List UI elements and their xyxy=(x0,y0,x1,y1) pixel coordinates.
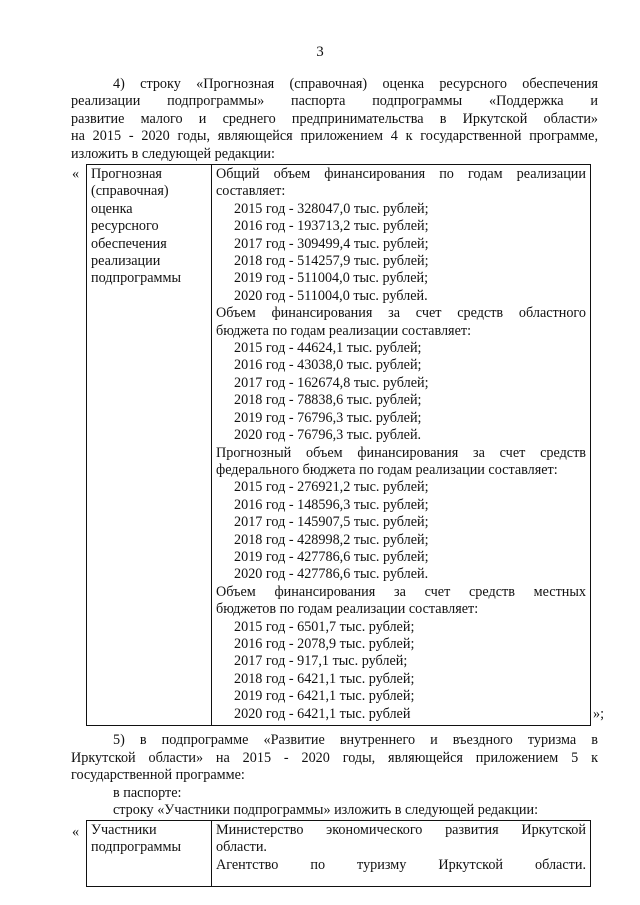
resource-value-line-17: Прогнозный объем финансирования за счет средств xyxy=(216,444,586,461)
resource-value-line-22: 2018 год - 428998,2 тыс. рублей; xyxy=(234,531,429,548)
resource-value-line-10: бюджета по годам реализации составляет: xyxy=(216,322,472,339)
resource-value-line-32: 2020 год - 6421,1 тыс. рублей xyxy=(234,705,411,722)
resource-value-line-19: 2015 год - 276921,2 тыс. рублей; xyxy=(234,479,429,496)
resource-label-line-1: Прогнозная xyxy=(91,166,162,182)
item4-line-2: реализации подпрограммы» паспорта подпрограммы «Поддержка и xyxy=(71,93,598,109)
resource-value-line-6: 2018 год - 514257,9 тыс. рублей; xyxy=(234,253,429,270)
in-passport-line: в паспорте: xyxy=(113,785,182,801)
participants-label-line-1: Участники xyxy=(91,822,157,838)
resource-value-line-9: Объем финансирования за счет средств областного xyxy=(216,305,586,322)
resource-value-line-25: Объем финансирования за счет средств местных xyxy=(216,583,586,600)
item4-line-1: 4) строку «Прогнозная (справочная) оценка ресурсного обеспечения xyxy=(113,76,598,92)
resource-value-line-4: 2016 год - 193713,2 тыс. рублей; xyxy=(234,218,429,235)
resource-label-line-2: (справочная) xyxy=(91,183,169,200)
item4-line-3: развитие малого и среднего предпринимательства в Иркутской области» xyxy=(71,111,598,127)
resource-value-line-11: 2015 год - 44624,1 тыс. рублей; xyxy=(234,340,422,357)
resource-value-line-8: 2020 год - 511004,0 тыс. рублей. xyxy=(234,287,428,304)
resource-value-line-20: 2016 год - 148596,3 тыс. рублей; xyxy=(234,496,429,513)
resource-value-line-30: 2018 год - 6421,1 тыс. рублей; xyxy=(234,670,415,687)
resource-value-line-26: бюджетов по годам реализации составляет: xyxy=(216,601,479,618)
resource-value-line-13: 2017 год - 162674,8 тыс. рублей; xyxy=(234,374,429,391)
resource-value-line-28: 2016 год - 2078,9 тыс. рублей; xyxy=(234,635,415,652)
resource-value-line-3: 2015 год - 328047,0 тыс. рублей; xyxy=(234,200,429,217)
resource-value-line-5: 2017 год - 309499,4 тыс. рублей; xyxy=(234,235,429,252)
participants-table-label-cell xyxy=(87,821,212,887)
participants-label-line-2: подпрограммы xyxy=(91,839,181,856)
resource-label-line-4: ресурсного xyxy=(91,218,159,235)
resource-value-line-31: 2019 год - 6421,1 тыс. рублей; xyxy=(234,688,415,705)
resource-value-line-16: 2020 год - 76796,3 тыс. рублей. xyxy=(234,427,422,444)
resource-label-line-7: подпрограммы xyxy=(91,270,181,287)
item4-line-5: изложить в следующей редакции: xyxy=(71,146,275,162)
participants-table-value-cell xyxy=(212,821,591,887)
participants-value-line-2: области. xyxy=(216,839,267,856)
table1-open-quote: « xyxy=(72,166,80,182)
resource-table xyxy=(86,164,591,726)
resource-label-line-5: обеспечения xyxy=(91,235,167,252)
participants-value-line-3: Агентство по туризму Иркутской области. xyxy=(216,856,586,873)
item5-line-2: Иркутской области» на 2015 - 2020 годы, являющейся приложением 5 к xyxy=(71,750,598,766)
resource-value-line-24: 2020 год - 427786,6 тыс. рублей. xyxy=(234,566,429,583)
resource-value-line-27: 2015 год - 6501,7 тыс. рублей; xyxy=(234,618,415,635)
resource-value-line-23: 2019 год - 427786,6 тыс. рублей; xyxy=(234,548,429,565)
row-instruction-line: строку «Участники подпрограммы» изложить в следующей редакции: xyxy=(113,802,539,818)
resource-value-line-29: 2017 год - 917,1 тыс. рублей; xyxy=(234,653,408,670)
resource-value-line-21: 2017 год - 145907,5 тыс. рублей; xyxy=(234,514,429,531)
participants-value-line-1: Министерство экономического развития Иркутской xyxy=(216,822,586,838)
resource-value-line-12: 2016 год - 43038,0 тыс. рублей; xyxy=(234,357,422,374)
table1-close-quote: »; xyxy=(593,706,605,722)
resource-label-line-3: оценка xyxy=(91,200,133,217)
table2-open-quote: « xyxy=(72,824,80,840)
resource-value-line-14: 2018 год - 78838,6 тыс. рублей; xyxy=(234,392,422,409)
item4-line-4: на 2015 - 2020 годы, являющейся приложением 4 к государственной программе, xyxy=(71,128,598,144)
resource-value-line-2: составляет: xyxy=(216,183,286,200)
resource-table-label-cell xyxy=(87,165,212,726)
item5-line-3: государственной программе: xyxy=(71,767,245,783)
resource-table-value-cell xyxy=(212,165,591,726)
page-number: 3 xyxy=(316,44,324,60)
resource-value-line-1: Общий объем финансирования по годам реализации xyxy=(216,166,586,182)
resource-label-line-6: реализации xyxy=(91,253,161,270)
participants-table xyxy=(86,820,591,887)
item5-line-1: 5) в подпрограмме «Развитие внутреннего и въездного туризма в xyxy=(113,732,598,748)
resource-value-line-15: 2019 год - 76796,3 тыс. рублей; xyxy=(234,409,422,426)
resource-value-line-7: 2019 год - 511004,0 тыс. рублей; xyxy=(234,270,429,287)
resource-value-line-18: федерального бюджета по годам реализации составляет: xyxy=(216,461,558,478)
